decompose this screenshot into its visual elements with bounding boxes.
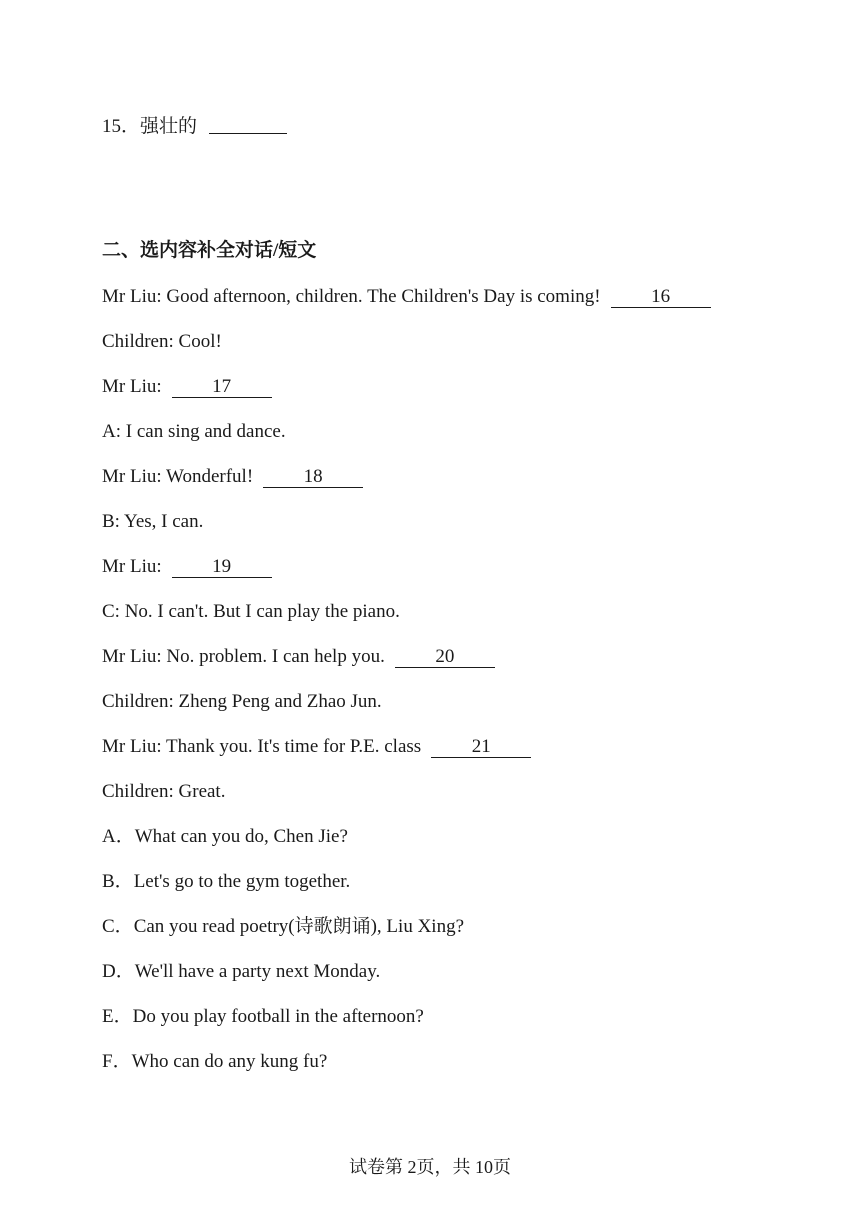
- option-c: [102, 915, 464, 939]
- dialogue-line-7: [102, 555, 272, 579]
- dialogue-line-11: [102, 735, 531, 759]
- option-letter: A．: [102, 826, 135, 847]
- option-b: [102, 870, 350, 894]
- question-15-number: 15．: [102, 116, 141, 137]
- option-text: Let's go to the gym together.: [133, 871, 351, 892]
- option-e: [102, 1005, 424, 1029]
- dialogue-text: Mr Liu:: [102, 556, 162, 577]
- option-text: Can you read poetry(诗歌朗诵), Liu Xing?: [133, 916, 464, 937]
- option-letter: D．: [102, 961, 135, 982]
- answer-blank-21[interactable]: 21: [431, 737, 531, 758]
- dialogue-line-8: [102, 600, 400, 624]
- dialogue-line-1: [102, 285, 711, 309]
- dialogue-text: Mr Liu:: [102, 376, 162, 397]
- dialogue-line-12: [102, 780, 225, 804]
- dialogue-line-6: [102, 510, 203, 534]
- option-letter: F．: [102, 1051, 132, 1072]
- dialogue-text: Mr Liu: Wonderful!: [102, 466, 254, 487]
- dialogue-text: A: I can sing and dance.: [102, 421, 286, 442]
- question-15-prompt: 强壮的: [140, 116, 198, 137]
- answer-blank-15[interactable]: [209, 115, 287, 134]
- page-footer: 试卷第 2页，共 10页: [349, 1157, 511, 1177]
- dialogue-line-3: [102, 375, 272, 399]
- option-text: We'll have a party next Monday.: [134, 961, 381, 982]
- option-f: [102, 1050, 327, 1074]
- answer-blank-16[interactable]: 16: [611, 287, 711, 308]
- answer-blank-19[interactable]: 19: [172, 557, 272, 578]
- option-letter: C．: [102, 916, 134, 937]
- section-title: 二、选内容补全对话/短文: [102, 240, 317, 261]
- question-15: [102, 115, 287, 139]
- option-a: [102, 825, 348, 849]
- option-letter: B．: [102, 871, 134, 892]
- dialogue-line-4: [102, 420, 286, 444]
- option-d: [102, 960, 380, 984]
- answer-blank-18[interactable]: 18: [263, 467, 363, 488]
- dialogue-text: C: No. I can't. But I can play the piano.: [102, 601, 400, 622]
- option-letter: E．: [102, 1006, 133, 1027]
- answer-blank-20[interactable]: 20: [395, 647, 495, 668]
- dialogue-text: Children: Great.: [102, 781, 226, 802]
- option-text: Who can do any kung fu?: [131, 1051, 328, 1072]
- dialogue-line-10: [102, 690, 382, 714]
- dialogue-text: Mr Liu: No. problem. I can help you.: [102, 646, 385, 667]
- dialogue-text: Children: Cool!: [102, 331, 222, 352]
- dialogue-text: Children: Zheng Peng and Zhao Jun.: [102, 691, 382, 712]
- option-text: What can you do, Chen Jie?: [134, 826, 348, 847]
- dialogue-text: B: Yes, I can.: [102, 511, 204, 532]
- dialogue-line-2: [102, 330, 222, 354]
- dialogue-text: Mr Liu: Good afternoon, children. The Children's Day is coming!: [102, 286, 601, 307]
- dialogue-line-9: [102, 645, 495, 669]
- option-text: Do you play football in the afternoon?: [132, 1006, 424, 1027]
- dialogue-line-5: [102, 465, 363, 489]
- answer-blank-17[interactable]: 17: [172, 377, 272, 398]
- dialogue-text: Mr Liu: Thank you. It's time for P.E. class: [102, 736, 422, 757]
